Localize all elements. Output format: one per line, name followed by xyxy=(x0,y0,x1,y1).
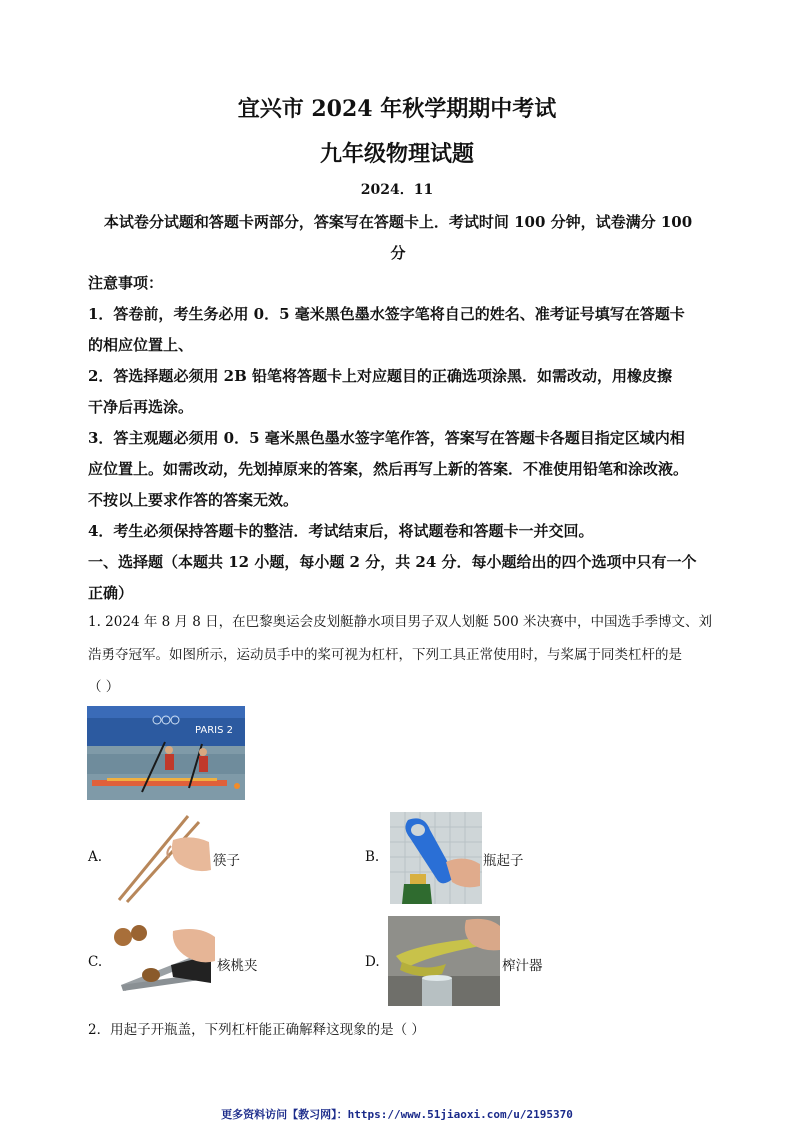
note-3-line-2: 应位置上。如需改动，先划掉原来的答案，然后再写上新的答案．不准使用铅笔和涂改液。 xyxy=(88,460,689,478)
option-b-letter: B. xyxy=(365,849,380,865)
footer-link[interactable]: 更多资料访问【教习网】：https://www.51jiaoxi.com/u/2195370 xyxy=(221,1108,573,1121)
nutcracker-image xyxy=(111,925,216,995)
option-a-letter: A. xyxy=(88,849,103,865)
intro-line-2: 分 xyxy=(390,244,406,262)
option-b-label: 瓶起子 xyxy=(483,853,524,869)
section-1-heading: 一、选择题（本题共 12 小题，每小题 2 分，共 24 分．每小题给出的四个选项中只有一个 xyxy=(88,553,697,571)
option-c-label: 核桃夹 xyxy=(217,958,258,974)
chopsticks-image xyxy=(113,812,213,904)
exam-intro xyxy=(88,207,708,269)
note-1-line-2: 的相应位置上、 xyxy=(88,336,194,354)
paris-banner-text: PARIS 2 xyxy=(195,725,234,736)
notes-heading: 注意事项： xyxy=(88,274,164,292)
intro-line-1: 本试卷分试题和答题卡两部分，答案写在答题卡上．考试时间 100 分钟，试卷满分 100 xyxy=(103,213,693,231)
option-d-label: 榨汁器 xyxy=(502,958,543,974)
option-c-letter: C. xyxy=(88,954,103,970)
note-2-line-1: 2．答选择题必须用 2B 铅笔将答题卡上对应题目的正确选项涂黑．如需改动，用橡皮擦 xyxy=(88,367,673,385)
exam-subtitle: 九年级物理试题 xyxy=(319,141,474,167)
canoe-photo xyxy=(87,706,245,800)
question-1-line-1: 1. 2024 年 8 月 8 日，在巴黎奥运会皮划艇静水项目男子双人划艇 500 米决赛中，中国选手季博文、刘 xyxy=(88,614,713,630)
note-3-line-3: 不按以上要求作答的答案无效。 xyxy=(88,491,299,509)
exam-date: 2024．11 xyxy=(360,182,434,198)
note-1-line-1: 1．答卷前，考生务必用 0．5 毫米黑色墨水签字笔将自己的姓名、准考证号填写在答题卡 xyxy=(88,305,685,323)
note-3-line-1: 3．答主观题必须用 0．5 毫米黑色墨水签字笔作答，答案写在答题卡各题目指定区域内相 xyxy=(88,429,685,447)
question-2-line-1: 2．用起子开瓶盖，下列杠杆能正确解释这现象的是（ ） xyxy=(88,1022,425,1038)
exam-title: 宜兴市 2024 年秋学期期中考试 xyxy=(237,96,557,122)
question-1-line-3: （ ） xyxy=(88,679,120,695)
note-2-line-2: 干净后再选涂。 xyxy=(88,398,194,416)
juicer-image xyxy=(388,916,500,1006)
section-1-heading-cont: 正确） xyxy=(88,584,134,602)
option-d-letter: D. xyxy=(365,954,380,970)
question-1-line-2: 浩勇夺冠军。如图所示，运动员手中的桨可视为杠杆，下列工具正常使用时，与桨属于同类杠杆的是 xyxy=(88,647,682,663)
note-4: 4．考生必须保持答题卡的整洁．考试结束后，将试题卷和答题卡一并交回。 xyxy=(88,522,594,540)
bottle-opener-image xyxy=(390,812,482,904)
option-a-label: 筷子 xyxy=(213,853,240,869)
